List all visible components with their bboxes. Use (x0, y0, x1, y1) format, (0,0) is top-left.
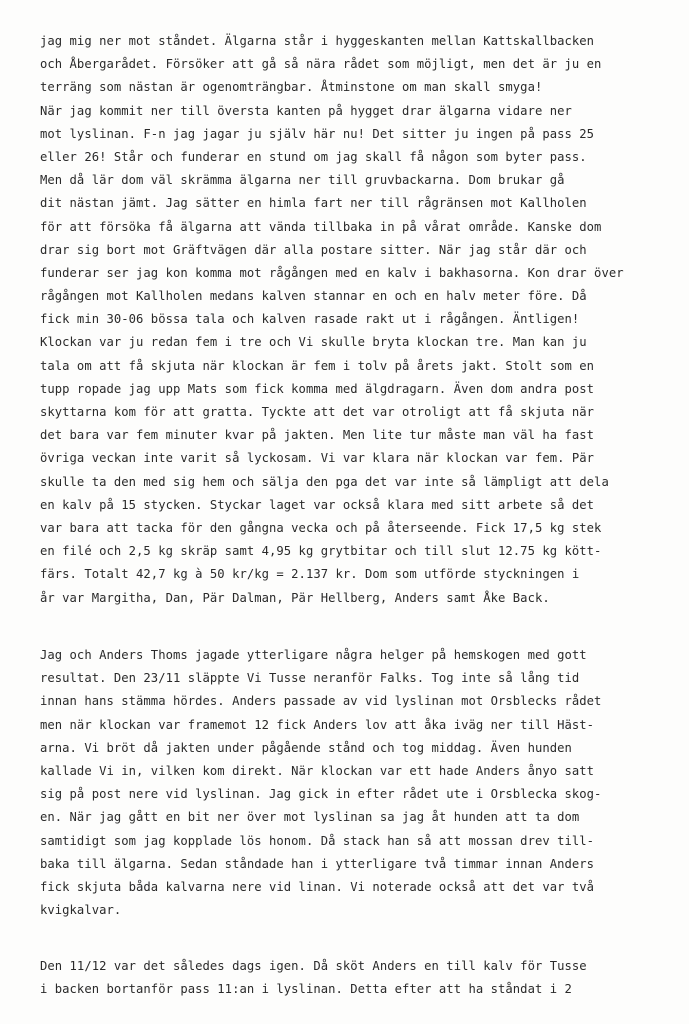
text-line: Men då lär dom väl skrämma älgarna ner till gruvbackarna. Dom brukar gå (40, 173, 565, 188)
text-line: kallade Vi in, vilken kom direkt. När klockan var ett hade Anders ånyo satt (40, 763, 595, 778)
text-line: det bara var fem minuter kvar på jakten. Men lite tur måste man väl ha fast (40, 428, 595, 443)
text-line: Klockan var ju redan fem i tre och Vi skulle bryta klockan tre. Man kan ju (40, 335, 587, 350)
text-line: drar sig bort mot Gräftvägen där alla postare sitter. När jag står där och (40, 242, 587, 257)
text-line: innan hans stämma hördes. Anders passade av vid lyslinan mot Orsblecks rådet (40, 694, 602, 709)
text-line: tala om att få skjuta när klockan är fem i tolv på årets jakt. Stolt som en (40, 358, 595, 373)
text-line: När jag kommit ner till översta kanten på hygget drar älgarna vidare ner (40, 103, 572, 118)
text-line: sig på post nere vid lyslinan. Jag gick in efter rådet ute i Orsblecka skog- (40, 787, 602, 802)
text-line: var bara att tacka för den gångna vecka och på återseende. Fick 17,5 kg stek (40, 520, 602, 535)
text-line: tupp ropade jag upp Mats som fick komma med älgdragarn. Även dom andra post (40, 381, 595, 396)
text-line: skulle ta den med sig hem och sälja den pga det var inte så lämpligt att dela (40, 474, 609, 489)
text-line: samtidigt som jag kopplade lös honom. Då stack han så att mossan drev till- (40, 833, 595, 848)
text-line: en filé och 2,5 kg skräp samt 4,95 kg grytbitar och till slut 12.75 kg kött- (40, 544, 602, 559)
text-line: jag mig ner mot ståndet. Älgarna står i hyggeskanten mellan Kattskallbacken (40, 34, 595, 48)
paragraph-weekend-hunts (40, 644, 680, 922)
text-line: rågången mot Kallholen medans kalven stannar en och en halv meter före. Då (40, 289, 587, 304)
text-line: funderar ser jag kon komma mot rågången med en kalv i bakhasorna. Kon drar över (40, 265, 624, 280)
text-line: i backen bortanför pass 11:an i lyslinan. Detta efter att ha ståndat i 2 (40, 982, 572, 997)
text-line: resultat. Den 23/11 släppte Vi Tusse neranför Falks. Tog inte så lång tid (40, 671, 580, 686)
text-line: år var Margitha, Dan, Pär Dalman, Pär Hellberg, Anders samt Åke Back. (40, 590, 550, 605)
text-line: dit nästan jämt. Jag sätter en himla fart ner till rågränsen mot Kallholen (40, 196, 587, 211)
text-line: mot lyslinan. F-n jag jagar ju själv här nu! Det sitter ju ingen på pass 25 (40, 126, 595, 141)
text-line: fick skjuta båda kalvarna nere vid linan. Vi noterade också att det var två (40, 879, 595, 894)
text-line: arna. Vi bröt då jakten under pågående stånd och tog middag. Även hunden (40, 740, 572, 755)
text-line: eller 26! Står och funderar en stund om jag skall få någon som byter pass. (40, 149, 587, 164)
paragraph-moose-hunt-account (40, 30, 680, 610)
text-line: baka till älgarna. Sedan ståndade han i ytterligare två timmar innan Anders (40, 856, 595, 871)
text-line: terräng som nästan är ogenomträngbar. Åtminstone om man skall smyga! (40, 80, 543, 95)
text-line: en. När jag gått en bit ner över mot lyslinan sa jag åt hunden att ta dom (40, 810, 580, 825)
text-line: Jag och Anders Thoms jagade ytterligare några helger på hemskogen med gott (40, 648, 587, 662)
text-line: kvigkalvar. (40, 903, 122, 918)
text-line: övriga veckan inte varit så lyckosam. Vi var klara när klockan var fem. Pär (40, 451, 595, 466)
text-line: Den 11/12 var det således dags igen. Då sköt Anders en till kalv för Tusse (40, 959, 587, 973)
text-line: en kalv på 15 stycken. Styckar laget var också klara med sitt arbete så det (40, 497, 595, 512)
paragraph-december-hunt (40, 955, 680, 1001)
text-line: men när klockan var framemot 12 fick Anders lov att åka iväg ner till Häst- (40, 717, 595, 732)
text-line: och Åbergarådet. Försöker att gå så nära rådet som möjligt, men det är ju en (40, 57, 602, 72)
text-line: skyttarna kom för att gratta. Tyckte att det var otroligt att få skjuta när (40, 405, 595, 419)
text-line: för att försöka få älgarna att vända tillbaka in på vårat område. Kanske dom (40, 219, 602, 234)
text-line: fick min 30-06 bössa tala och kalven rasade rakt ut i rågången. Äntligen! (40, 312, 580, 327)
text-line: färs. Totalt 42,7 kg à 50 kr/kg = 2.137 kr. Dom som utförde styckningen i (40, 567, 580, 582)
